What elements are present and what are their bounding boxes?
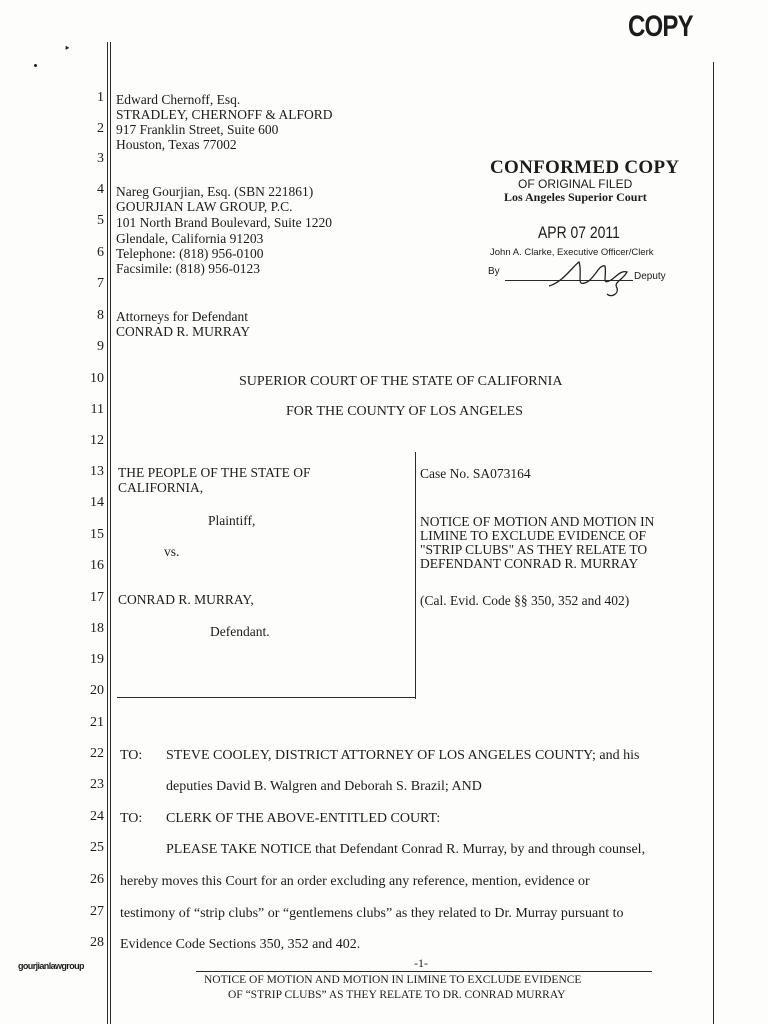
motion-title-3: "STRIP CLUBS" AS THEY RELATE TO: [420, 542, 648, 557]
attorney-1-firm: STRADLEY, CHERNOFF & ALFORD: [116, 107, 333, 122]
court-name: SUPERIOR COURT OF THE STATE OF CALIFORNIA: [239, 374, 563, 389]
to-recipient-2: CLERK OF THE ABOVE-ENTITLED COURT:: [166, 811, 441, 826]
notice-paragraph-line-2: hereby moves this Court for an order excluding any reference, mention, evidence or: [120, 874, 590, 889]
plaintiff-name-2: CALIFORNIA,: [118, 480, 204, 495]
page-number: -1-: [414, 956, 428, 970]
to-label-2: TO:: [120, 811, 143, 826]
motion-title-1: NOTICE OF MOTION AND MOTION IN: [420, 514, 655, 529]
attorney-1-city: Houston, Texas 77002: [116, 137, 237, 152]
case-number: Case No. SA073164: [420, 466, 531, 481]
defendant-name: CONRAD R. MURRAY,: [118, 592, 254, 607]
notice-paragraph-line-1: PLEASE TAKE NOTICE that Defendant Conrad R. Murray, by and through counsel,: [166, 842, 646, 857]
caption-vertical-rule: [415, 452, 416, 699]
to-recipient-1: STEVE COOLEY, DISTRICT ATTORNEY OF LOS ANGELES COUNTY; and his: [166, 748, 640, 763]
line-number: 19: [90, 652, 104, 667]
attorney-1-address: 917 Franklin Street, Suite 600: [116, 122, 279, 137]
line-number: 12: [90, 433, 104, 448]
plaintiff-name-1: THE PEOPLE OF THE STATE OF: [118, 465, 311, 480]
right-margin-rule: [713, 62, 714, 1024]
attorneys-for: Attorneys for Defendant: [116, 309, 248, 324]
line-number: 9: [97, 339, 104, 354]
line-number: 6: [97, 245, 104, 260]
conformed-title: CONFORMED COPY: [490, 157, 680, 178]
line-number: 3: [97, 151, 104, 166]
to-recipient-1-continued: deputies David B. Walgren and Deborah S. Brazil; AND: [166, 779, 482, 794]
line-number: 25: [90, 840, 104, 855]
line-number: 17: [90, 590, 104, 605]
attorney-2-firm: GOURJIAN LAW GROUP, P.C.: [116, 199, 293, 214]
notice-paragraph-line-4: Evidence Code Sections 350, 352 and 402.: [120, 937, 361, 952]
line-number: 23: [90, 777, 104, 792]
attorney-2-address: 101 North Brand Boulevard, Suite 1220: [116, 215, 332, 230]
line-number: 27: [90, 904, 104, 919]
line-number: 21: [90, 715, 104, 730]
conformed-line-2: Los Angeles Superior Court: [504, 190, 647, 204]
line-number: 4: [97, 182, 104, 197]
line-number: 15: [90, 527, 104, 542]
line-number: 5: [97, 213, 104, 228]
by-label: By: [488, 266, 500, 277]
filed-date: APR 07 2011: [538, 223, 620, 242]
court-county: FOR THE COUNTY OF LOS ANGELES: [286, 404, 523, 419]
defendant-role: Defendant.: [210, 624, 270, 639]
caption-bottom-rule: [117, 697, 416, 698]
versus: vs.: [164, 544, 180, 559]
line-number: 20: [90, 683, 104, 698]
line-number: 22: [90, 746, 104, 761]
line-number: 10: [90, 371, 104, 386]
line-number: 8: [97, 308, 104, 323]
line-number: 1: [97, 90, 104, 105]
footer-title-1: NOTICE OF MOTION AND MOTION IN LIMINE TO EXCLUDE EVIDENCE: [204, 974, 582, 986]
motion-title-4: DEFENDANT CONRAD R. MURRAY: [420, 556, 639, 571]
footer-title-2: OF “STRIP CLUBS” AS THEY RELATE TO DR. CONRAD MURRAY: [228, 989, 566, 1001]
footer-rule: [196, 971, 652, 972]
corner-dot: [34, 64, 37, 67]
line-number: 28: [90, 935, 104, 950]
conformed-line-1: OF ORIGINAL FILED: [518, 177, 633, 191]
motion-title-2: LIMINE TO EXCLUDE EVIDENCE OF: [420, 528, 646, 543]
attorney-2-name: Nareg Gourjian, Esq. (SBN 221861): [116, 184, 314, 199]
line-number: 16: [90, 558, 104, 573]
clerk-line: John A. Clarke, Executive Officer/Clerk: [490, 247, 654, 258]
notice-paragraph-line-3: testimony of “strip clubs” or “gentlemens clubs” as they related to Dr. Murray pursuant to: [120, 906, 624, 921]
copy-stamp: COPY: [628, 10, 693, 43]
line-number: 7: [97, 276, 104, 291]
line-number: 11: [90, 402, 104, 417]
line-number: 26: [90, 872, 104, 887]
attorney-1-name: Edward Chernoff, Esq.: [116, 92, 241, 107]
firm-tag: gourjianlawgroup: [18, 961, 84, 971]
line-number: 13: [90, 464, 104, 479]
line-number: 18: [90, 621, 104, 636]
deputy-label: Deputy: [634, 271, 666, 282]
line-number: 24: [90, 809, 104, 824]
clerk-signature: [545, 252, 635, 302]
line-number: 14: [90, 495, 104, 510]
plaintiff-role: Plaintiff,: [208, 513, 256, 528]
evidence-code-reference: (Cal. Evid. Code §§ 350, 352 and 402): [420, 593, 630, 608]
line-number: 2: [97, 121, 104, 136]
to-label-1: TO:: [120, 748, 143, 763]
client-name: CONRAD R. MURRAY: [116, 324, 251, 339]
telephone: Telephone: (818) 956-0100: [116, 246, 264, 261]
left-margin-rule-outer: [107, 42, 108, 1024]
left-margin-rule-inner: [110, 42, 111, 1024]
attorney-2-city: Glendale, California 91203: [116, 231, 264, 246]
facsimile: Facsimile: (818) 956-0123: [116, 261, 260, 276]
corner-mark: ‣: [64, 43, 71, 55]
